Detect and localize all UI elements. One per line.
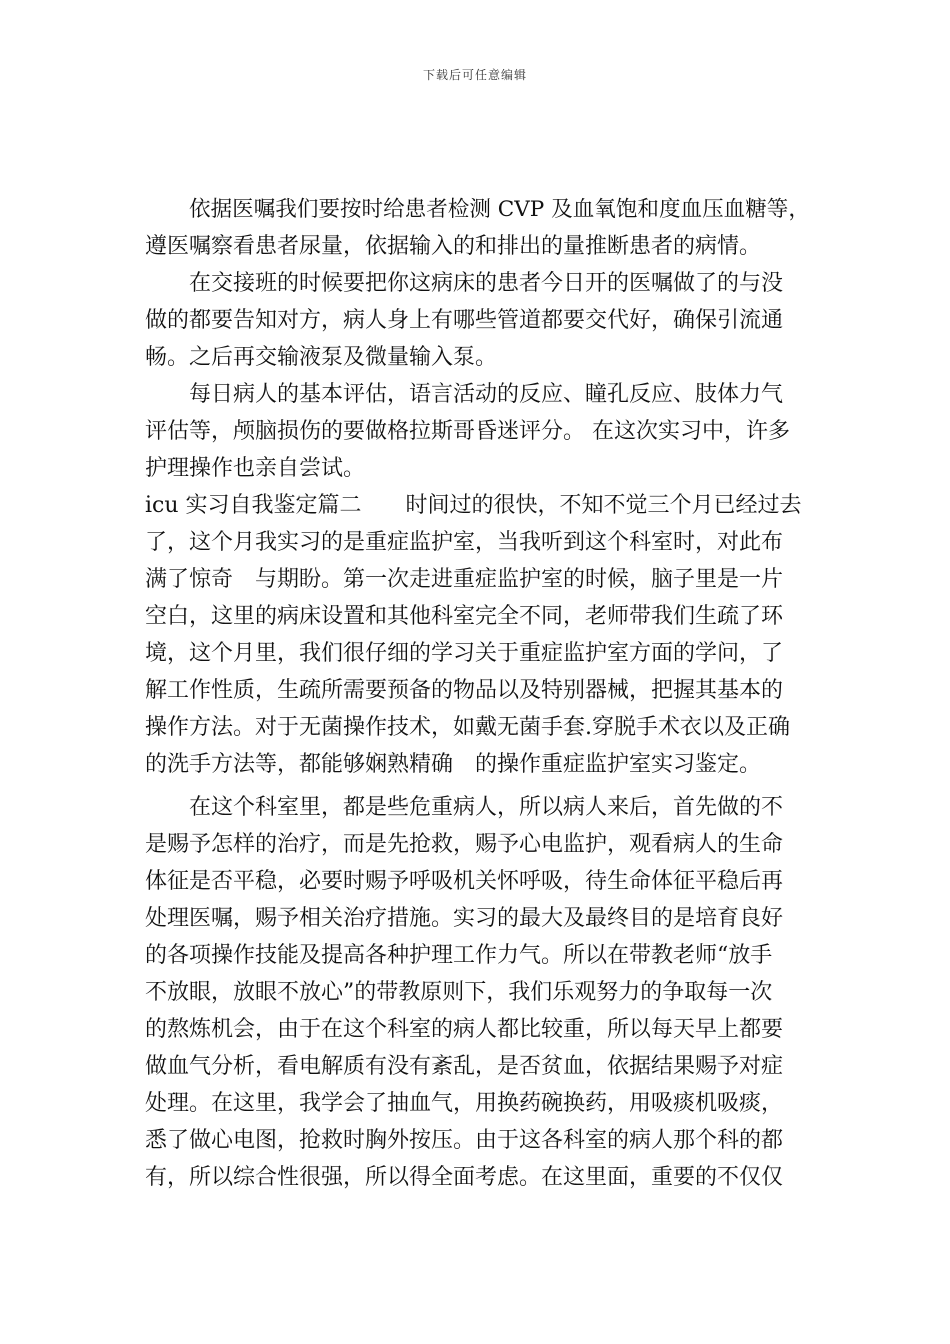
text-line: 的洗手方法等，都能够娴熟精确 的操作重症监护室实习鉴定。 xyxy=(145,752,762,777)
text-line: 护理操作也亲自尝试。 xyxy=(145,456,366,481)
text-line: 空白，这里的病床设置和其他科室完全不同，老师带我们生疏了环 xyxy=(145,604,784,629)
text-line: 解工作性质，生疏所需要预备的物品以及特别器械，把握其基本的 xyxy=(145,678,784,703)
text-line: 评估等，颅脑损伤的要做格拉斯哥昏迷评分。 在这次实习中，许多 xyxy=(145,419,790,444)
text-line: 处理医嘱，赐予相关治疗措施。实习的最大及最终目的是培育良好 xyxy=(145,906,784,931)
text-line: 做血气分析，看电解质有没有紊乱，是否贫血，依据结果赐予对症 xyxy=(145,1054,784,1079)
text-line: icu 实习自我鉴定篇二 时间过的很快，不知不觉三个月已经过去 xyxy=(145,493,802,518)
text-line: 体征是否平稳，必要时赐予呼吸机关怀呼吸，待生命体征平稳后再 xyxy=(145,869,784,894)
text-line: 操作方法。对于无菌操作技术，如戴无菌手套.穿脱手术衣以及正确 xyxy=(145,715,790,740)
text-line: 处理。在这里，我学会了抽血气，用换药碗换药，用吸痰机吸痰， xyxy=(145,1091,784,1116)
text-line: 不放眼，放眼不放心”的带教原则下，我们乐观努力的争取每一次 xyxy=(145,980,773,1005)
text-line: 是赐予怎样的治疗，而是先抢救，赐予心电监护，观看病人的生命 xyxy=(145,832,784,857)
text-line: 依据医嘱我们要按时给患者检测 CVP 及血氧饱和度血压血糖等， xyxy=(189,197,810,222)
text-line: 境，这个月里，我们很仔细的学习关于重症监护室方面的学问，了 xyxy=(145,641,784,666)
page-header: 下载后可任意编辑 xyxy=(422,68,527,82)
text-line: 的熬炼机会，由于在这个科室的病人都比较重，所以每天早上都要 xyxy=(145,1017,784,1042)
text-line: 在交接班的时候要把你这病床的患者今日开的医嘱做了的与没 xyxy=(189,271,784,296)
text-line: 悉了做心电图，抢救时胸外按压。由于这各科室的病人那个科的都 xyxy=(145,1128,784,1153)
text-line: 在这个科室里，都是些危重病人，所以病人来后，首先做的不 xyxy=(189,795,784,820)
text-line: 每日病人的基本评估，语言活动的反应、瞳孔反应、肢体力气 xyxy=(189,382,784,407)
text-line: 遵医嘱察看患者尿量，依据输入的和排出的量推断患者的病情。 xyxy=(145,234,762,259)
text-line: 畅。之后再交输液泵及微量输入泵。 xyxy=(145,345,498,370)
text-line: 的各项操作技能及提高各种护理工作力气。所以在带教老师“放手 xyxy=(145,943,773,968)
text-line: 有，所以综合性很强，所以得全面考虑。在这里面，重要的不仅仅 xyxy=(145,1165,784,1190)
text-line: 做的都要告知对方，病人身上有哪些管道都要交代好，确保引流通 xyxy=(145,308,784,333)
text-line: 满了惊奇 与期盼。第一次走进重症监护室的时候，脑子里是一片 xyxy=(145,567,784,592)
document-body xyxy=(145,191,810,1196)
text-line: 了，这个月我实习的是重症监护室，当我听到这个科室时，对此布 xyxy=(145,530,784,555)
